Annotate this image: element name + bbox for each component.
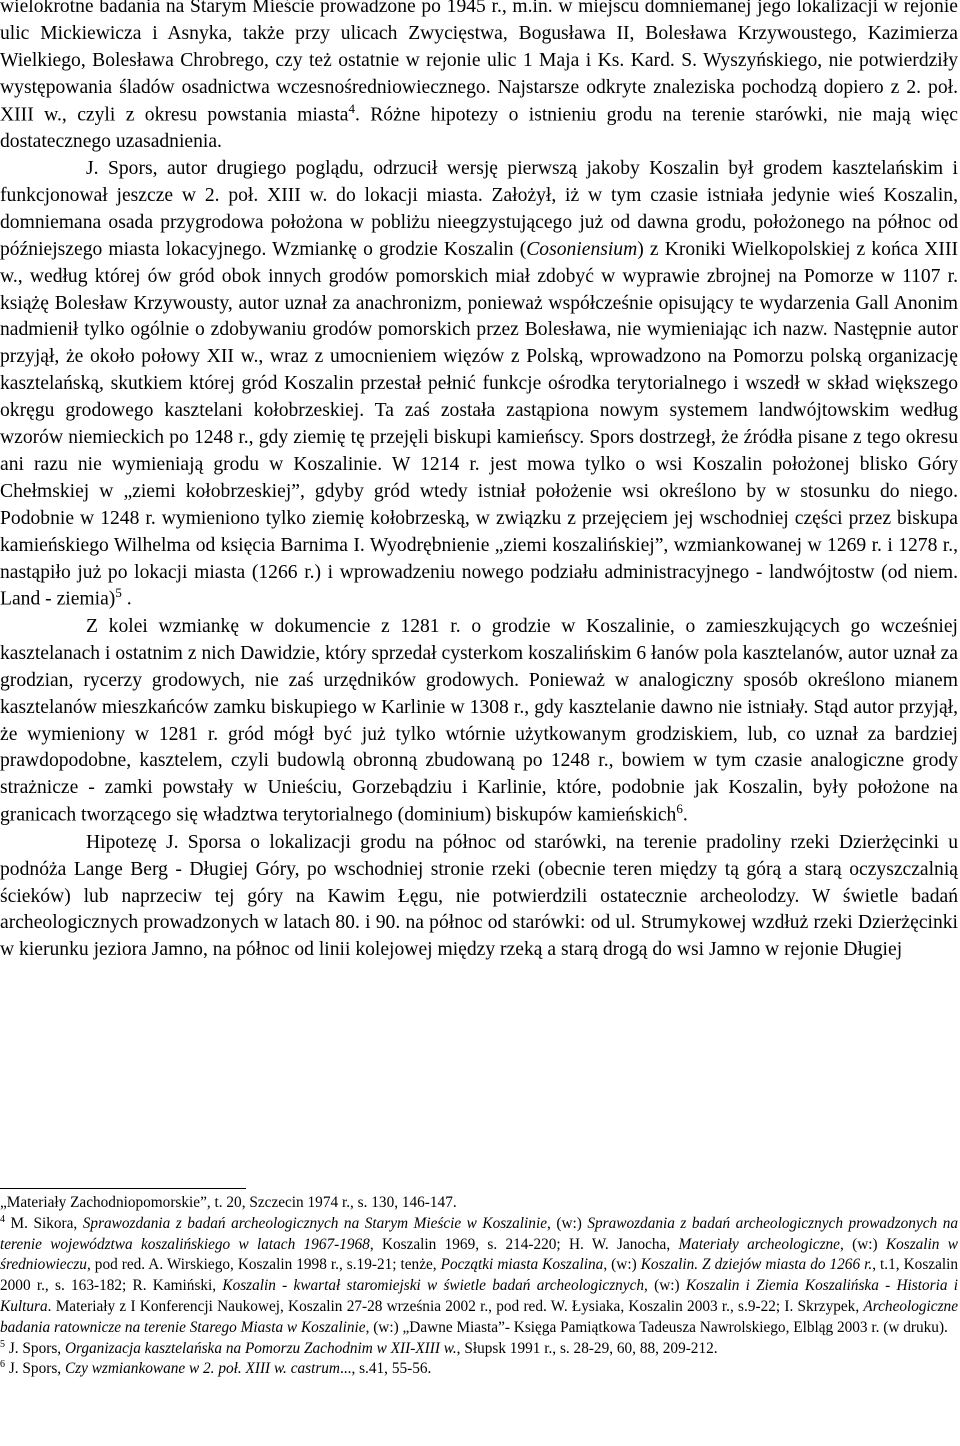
footnote-title: Koszalin w średniowieczu — [0, 1235, 958, 1274]
paragraph-text: . Różne hipotezy o istnieniu grodu na terenie starówki, nie mają więc dostatecznego uzasadnienia. — [0, 104, 958, 153]
footnote-number: 4 — [0, 1213, 5, 1225]
paragraph-4 — [0, 830, 958, 965]
footnote-title: Archeologiczne badania ratownicze na terenie Starego Miasta w Koszalinie — [0, 1297, 958, 1336]
footnote-text: J. Spors, — [5, 1339, 65, 1357]
footnote-title: Koszalin - kwartał staromiejski w świetle badań archeologicznych — [222, 1277, 645, 1295]
footnote-text: , (w:) „Dawne Miasta”- Księga Pamiątkowa Tadeusza Nawrolskiego, Elbląg 2003 r. (w druku). — [365, 1318, 948, 1336]
footnote-text: , (w:) — [839, 1235, 886, 1253]
footnote-title: Koszalin. Z dziejów miasta do 1266 r. — [640, 1256, 873, 1274]
paragraph-2 — [0, 156, 958, 614]
footnote-separator — [0, 1188, 246, 1189]
footnotes — [0, 1193, 958, 1380]
footnote-text: , (w:) — [547, 1214, 588, 1232]
footnote-title: Sprawozdania z badań archeologicznych na Starym Mieście w Koszalinie — [82, 1214, 547, 1232]
footnote-title: Sprawozdania z badań archeologicznych prowadzonych na terenie województwa koszalińskiego w latach 1967-1968 — [0, 1214, 958, 1253]
footnote-ref-4: 4 — [348, 100, 355, 116]
footnote-continuation — [0, 1193, 958, 1214]
paragraph-text: wielokrotne badania na Starym Mieście prowadzone po 1945 r., m.in. w miejscu domniemanej jego lokalizacji w rejonie ulic Mickiewicza i Asnyka, także przy ulicach Zwycięstwa, Bogusława II, Bolesława Krzywoustego, Kazimierza Wielkiego, Bolesława Chrobrego, czy też ostatnie w rejonie ulic 1 Maja i Ks. Kard. S. Wyszyńskiego, nie potwierdziły występowania śladów osadnictwa wczesnośredniowiecznego. Najstarsze odkryte znaleziska pochodzą dopiero z 2. poł. XIII w., czyli z okresu powstania miasta — [0, 0, 958, 126]
footnote-text: , pod red. A. Wirskiego, Koszalin 1998 r., s.19-21; tenże, — [86, 1256, 441, 1274]
footnote-ref-5: 5 — [115, 585, 122, 601]
paragraph-3 — [0, 614, 958, 830]
italic-term: Cosoniensium — [526, 238, 638, 260]
footnote-text: ..., s.41, 55-56. — [339, 1360, 432, 1378]
footnote-text: , t.1, Koszalin 2000 r., s. 163-182; R. Kamiński, — [0, 1256, 959, 1295]
footnote-text: , (w:) — [603, 1256, 641, 1274]
footnote-title: Materiały archeologiczne — [678, 1235, 840, 1253]
footnote-number: 5 — [0, 1338, 5, 1350]
footnote-4 — [0, 1214, 958, 1339]
footnote-title: Organizacja kasztelańska na Pomorzu Zachodnim w XII-XIII w. — [64, 1339, 457, 1357]
footnote-text: , (w:) — [644, 1277, 686, 1295]
paragraph-text: . — [121, 589, 132, 610]
paragraph-text: Hipotezę J. Sporsa o lokalizacji grodu na północ od starówki, na terenie pradoliny rzeki Dzierżęcinki u podnóża Lange Berg - Długiej Góry, po wschodniej stronie rzeki (obecnie teren między tą górą a starą oczyszczalnią ścieków) lub naprzeciw tej góry na Kawim Łęgu, nie potwierdzili ostatecznie archeolodzy. W świetle badań archeologicznych prowadzonych w latach 80. i 90. na północ od starówki: od ul. Strumykowej wzdłuż rzeki Dzierżęcinki w kierunku jeziora Jamno, na północ od linii kolejowej między rzeką a starą drogą do wsi Jamno w rejonie Długiej — [0, 831, 958, 961]
footnote-6 — [0, 1359, 958, 1380]
footnote-title: Czy wzmiankowane w 2. poł. XIII w. castrum — [64, 1360, 340, 1378]
footnote-text: J. Spors, — [5, 1360, 65, 1378]
footnote-title: Koszalin i Ziemia Koszalińska - Historia i Kultura — [0, 1277, 958, 1315]
footnote-text: M. Sikora, — [5, 1214, 83, 1232]
paragraph-text: . — [682, 804, 688, 826]
footnote-text: , Koszalin 1969, s. 214-220; H. W. Janocha, — [369, 1235, 679, 1253]
footnote-text: „Materiały Zachodniopomorskie”, t. 20, Szczecin 1974 r., s. 130, 146-147. — [0, 1194, 457, 1211]
footnote-number: 6 — [0, 1359, 5, 1371]
footnote-text: . Materiały z I Konferencji Naukowej, Koszalin 27-28 września 2002 r., pod red. W. Łysiaka, Koszalin 2003 r., s.9-22; I. Skrzypek, — [47, 1297, 864, 1315]
footnote-text: , Słupsk 1991 r., s. 28-29, 60, 88, 209-212. — [456, 1339, 718, 1357]
footnote-5 — [0, 1339, 958, 1360]
paragraph-text: J. Spors, autor drugiego poglądu, odrzucił wersję pierwszą jakoby Koszalin był grodem kasztelańskim i funkcjonował jeszcze w 2. poł. XIII w. do lokacji miasta. Założył, iż w tym czasie istniała jedynie wieś Koszalin, domniemana osada przygrodowa położona w pobliżu nieegzystującego już od dawna grodu, położonego na północ od późniejszego miasta lokacyjnego. Wzmiankę o grodzie Koszalin ( — [0, 157, 958, 260]
paragraph-1 — [0, 0, 958, 156]
footnote-title: Początki miasta Koszalina — [440, 1256, 604, 1274]
footnote-ref-6: 6 — [676, 801, 683, 817]
paragraph-text: ) z Kroniki Wielkopolskiej z końca XIII w., według której ów gród obok innych grodów pomorskich miał zdobyć w wyprawie zbrojnej na Pomorze w 1107 r. książę Bolesław Krzywousty, autor uznał za anachronizm, ponieważ współcześnie opisujący te wydarzenia Gall Anonim nadmienił tylko ogólnie o zdobywaniu grodów pomorskich przez Bolesława, nie wymieniając ich nazw. Następnie autor przyjął, że około połowy XII w., wraz z umocnieniem więzów z Polską, wprowadzono na Pomorzu polską organizację kasztelańską, skutkiem której gród Koszalin przestał pełnić funkcje ośrodka terytorialnego i wszedł w skład większego okręgu grodowego kasztelani kołobrzeskiej. Ta zaś została zastąpiona nowym systemem landwójtowskim według wzorów niemieckich po 1248 r., gdy ziemię tę przejęli biskupi kamieńscy. Spors dostrzegł, że źródła pisane z tego okresu ani razu nie wymieniają grodu w Koszalinie. W 1214 r. jest mowa tylko o wsi Koszalin położonej blisko Góry Chełmskiej w „ziemi kołobrzeskiej”, gdyby gród wtedy istniał położenie wsi określono by w stosunku do niego. Podobnie w 1248 r. wymieniono tylko ziemię kołobrzeską, w związku z przejęciem jej wschodniej części przez biskupa kamieńskiego Wilhelma od księcia Barnima I. Wyodrębnienie „ziemi koszalińskiej”, wzmiankowanej w 1269 r. i 1278 r., nastąpiło już po lokacji miasta (1266 r.) i wprowadzeniu nowego podziału administracyjnego - landwójtostw (od niem. Land - ziemia) — [0, 238, 958, 610]
paragraph-text: Z kolei wzmiankę w dokumencie z 1281 r. o grodzie w Koszalinie, o zamieszkujących go wcześniej kasztelanach i ostatnim z nich Dawidzie, który sprzedał cysterkom koszalińskim 6 łanów pola kasztelanów, autor uznał za grodzian, rycerzy grodowych, nie zaś urzędników grodowych. Ponieważ w analogiczny sposób określono mianem kasztelanów mieszkańców zamku biskupiego w Karlinie w 1308 r., gdy kasztelanie dawno nie istniały. Stąd autor przyjął, że wymieniony w 1281 r. gród mógł być już tylko wtórnie użytkowanym grodziskiem, lub, co uznał za bardziej prawdopodobne, kasztelem, czyli budowlą obronną zbudowaną po 1248 r., bowiem w tym czasie analogiczne grody strażnicze - zamki powstały w Unieściu, Gorzebądziu i Karlinie, które, podobnie jak Koszalin, były położone na granicach tworzącego się władztwa terytorialnego (dominium) biskupów kamieńskich — [0, 615, 958, 826]
